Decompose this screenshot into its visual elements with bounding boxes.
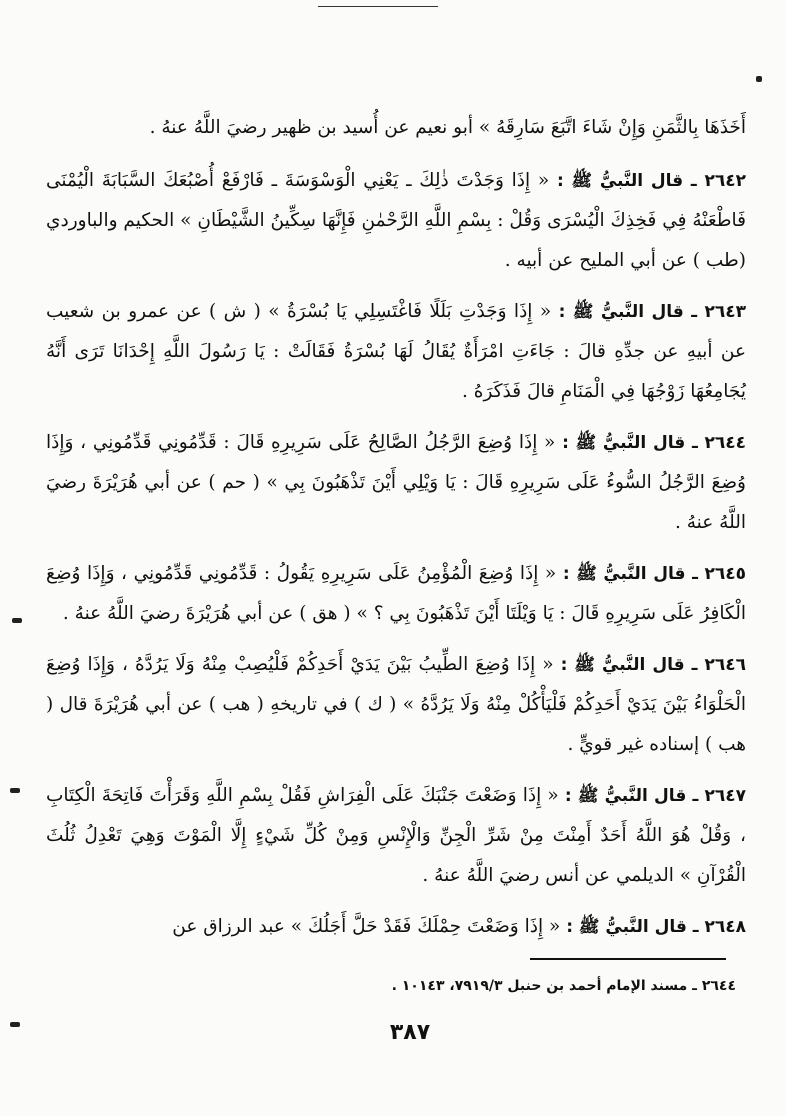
- hadith-number: ٢٦٤٥: [704, 564, 746, 584]
- hadith-2642: [46, 161, 746, 281]
- top-rule: [318, 6, 438, 7]
- hadith-lead: ـ قال النَّبيُّ ﷺ :: [566, 917, 699, 937]
- hadith-text: « إِذَا وَضَعْتَ حِمْلَكَ فَقَدْ حَلَّ أَجَلُكَ » عبد الرزاق عن: [172, 916, 561, 937]
- hadith-number: ٢٦٤٧: [704, 786, 746, 806]
- margin-mark: [10, 1022, 20, 1027]
- hadith-number: ٢٦٤٦: [704, 655, 746, 675]
- hadith-lead: ـ قال النَّبيُّ ﷺ :: [558, 302, 698, 322]
- hadith-number: ٢٦٤٢: [704, 171, 746, 191]
- margin-mark: [756, 76, 762, 82]
- hadith-lead: ـ قال النَّبيُّ ﷺ :: [562, 564, 698, 584]
- hadith-number: ٢٦٤٨: [704, 917, 746, 937]
- main-text: [46, 108, 746, 958]
- hadith-text: « إِذَا وَجَدْتِ بَلَلًا فَاغْتَسِلِي يَا بُسْرَةُ » ( ش ) عن عمرو بن شعيب عن أبيهِ عن جدِّهِ قالَ : جَاءَتِ امْرَأَةٌ يُقَالُ لَهَا بُسْرَةُ فَقَالَتْ : يَا رَسُولَ اللَّهِ إِحْدَانَا تَرَى أَنَّهُ يُجَامِعُهَا زَوْجُهَا فِي الْمَنَامِ قالَ فَذَكَرَهُ .: [46, 301, 746, 402]
- page-number: ٣٨٧: [389, 1020, 431, 1045]
- hadith-2648: [46, 907, 746, 947]
- margin-mark: [12, 618, 22, 623]
- hadith-2647: [46, 776, 746, 896]
- hadith-lead: ـ قال النَّبيُّ ﷺ :: [562, 433, 698, 453]
- hadith-2645: [46, 554, 746, 634]
- hadith-text: « إِذَا وَجَدْتَ ذٰلِكَ ـ يَعْنِي الْوَسْوَسَةَ ـ فَارْفَعْ أُصْبُعَكَ السَّبَابَةَ الْيُمْنَى فَاطْعَنْهُ فِي فَخِذِكَ الْيُسْرَى وَقُلْ : بِسْمِ اللَّهِ الرَّحْمٰنِ فَإِنَّهَا سِكِّينُ الشَّيْطَانِ » الحكيم والباوردي (طب ) عن أبي المليح عن أبيه .: [46, 170, 746, 271]
- opening-line: أَخَذَهَا بِالثَّمَنِ وَإِنْ شَاءَ اتَّبَعَ سَارِقَهُ » أبو نعيم عن أُسيد بن ظهير رضيَ اللَّهُ عنهُ .: [149, 117, 746, 138]
- hadith-2644: [46, 423, 746, 543]
- hadith-text: « إِذَا وُضِعَ الْمُؤْمِنُ عَلَى سَرِيرِهِ يَقُولُ : قَدِّمُونِي قَدِّمُونِي ، وَإِذَا وُضِعَ الْكَافِرُ عَلَى سَرِيرِهِ قَالَ : يَا وَيْلَتَا أَيْنَ تَذْهَبُونَ بِي ؟ » ( هق ) عن أبي هُرَيْرَةَ رضيَ اللَّهُ عنهُ .: [46, 563, 746, 624]
- footnote: ٢٦٤٤ ـ مسند الإمام أحمد بن حنبل ٧٩١٩/٣، ١٠١٤٣ .: [391, 978, 736, 994]
- hadith-number: ٢٦٤٤: [704, 433, 747, 453]
- hadith-2646: [46, 645, 746, 765]
- hadith-number: ٢٦٤٣: [704, 302, 746, 322]
- hadith-2643: [46, 292, 746, 412]
- hadith-text: « إِذَا وُضِعَ الطِّيبُ بَيْنَ يَدَيْ أَحَدِكُمْ فَلْيُصِبْ مِنْهُ وَلَا يَرُدَّهُ ، وَإِذَا وُضِعَ الْحَلْوَاءُ بَيْنَ يَدَيْ أَحَدِكُمْ فَلْيَأْكُلْ مِنْهُ وَلَا يَرُدَّهُ » ( ك ) في تاريخهِ ( هب ) عن أبي هُرَيْرَةَ قال ( هب ) إسناده غير قويٍّ .: [46, 654, 746, 755]
- footnote-rule: [530, 958, 726, 960]
- margin-mark: [10, 788, 20, 793]
- hadith-lead: ـ قال النَّبيُّ ﷺ :: [560, 655, 698, 675]
- hadith-text: « إِذَا وَضَعْتَ جَنْبَكَ عَلَى الْفِرَاشِ فَقُلْ بِسْمِ اللَّهِ وَقَرَأْتَ فَاتِحَةَ الْكِتَابِ ، وَقُلْ هُوَ اللَّهُ أَحَدٌ أَمِنْتَ مِنْ شَرِّ الْجِنِّ وَالْإِنْسِ وَمِنْ كُلِّ شَيْءٍ إِلَّا الْمَوْتَ وَهِيَ تَعْدِلُ ثُلُثَ الْقُرْآنِ » الديلمي عن أنس رضيَ اللَّهُ عنهُ .: [46, 785, 746, 886]
- hadith-lead: ـ قال النَّبيُّ ﷺ :: [556, 171, 697, 191]
- hadith-lead: ـ قال النَّبيُّ ﷺ :: [564, 786, 699, 806]
- hadith-text: « إِذَا وُضِعَ الرَّجُلُ الصَّالِحُ عَلَى سَرِيرِهِ قَالَ : قَدِّمُونِي قَدِّمُونِي ، وَإِذَا وُضِعَ الرَّجُلُ السُّوءُ عَلَى سَرِيرِهِ قَالَ : يَا وَيْلِي أَيْنَ تَذْهَبُونَ بِي » ( حم ) عن أبي هُرَيْرَةَ رضيَ اللَّهُ عنهُ .: [46, 432, 746, 533]
